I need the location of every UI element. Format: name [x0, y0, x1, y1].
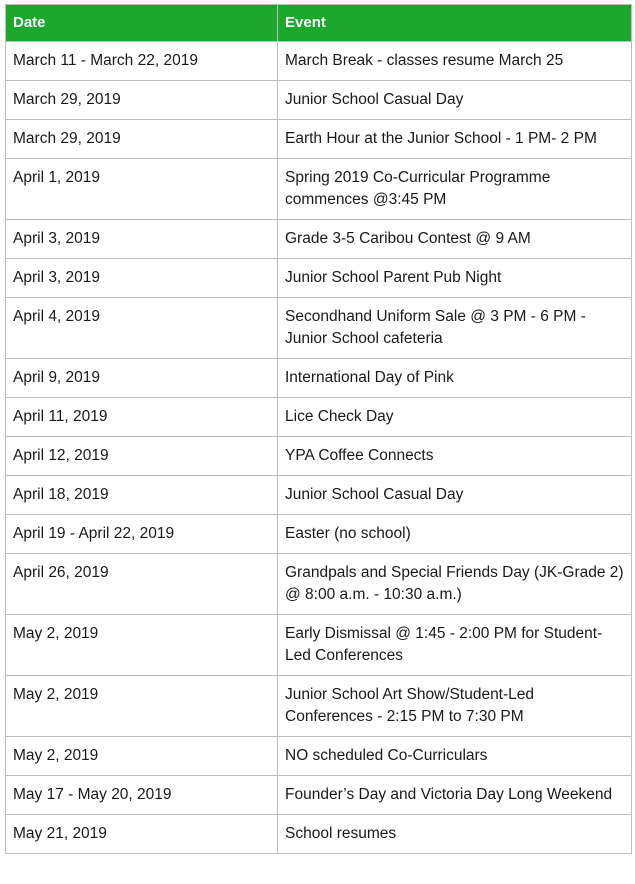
row-event: Lice Check Day — [278, 398, 632, 437]
row-event: Junior School Casual Day — [278, 476, 632, 515]
row-date: May 2, 2019 — [6, 737, 278, 776]
row-event: Grade 3-5 Caribou Contest @ 9 AM — [278, 220, 632, 259]
header-row — [6, 5, 632, 42]
table-row — [6, 815, 632, 854]
table-row — [6, 42, 632, 81]
row-date: April 4, 2019 — [6, 298, 278, 359]
table-row — [6, 437, 632, 476]
row-event: Easter (no school) — [278, 515, 632, 554]
table-row — [6, 259, 632, 298]
row-date: March 29, 2019 — [6, 120, 278, 159]
table-row — [6, 615, 632, 676]
row-event: Earth Hour at the Junior School - 1 PM- 2 PM — [278, 120, 632, 159]
row-date: March 29, 2019 — [6, 81, 278, 120]
header-event: Event — [278, 5, 632, 42]
row-date: April 1, 2019 — [6, 159, 278, 220]
row-date: April 3, 2019 — [6, 220, 278, 259]
row-event: Junior School Parent Pub Night — [278, 259, 632, 298]
table-row — [6, 81, 632, 120]
row-date: May 2, 2019 — [6, 615, 278, 676]
row-date: April 12, 2019 — [6, 437, 278, 476]
row-date: May 2, 2019 — [6, 676, 278, 737]
table-row — [6, 120, 632, 159]
row-date: April 19 - April 22, 2019 — [6, 515, 278, 554]
table-row — [6, 737, 632, 776]
table-row — [6, 159, 632, 220]
events-table — [5, 4, 632, 854]
row-date: April 3, 2019 — [6, 259, 278, 298]
row-date: April 9, 2019 — [6, 359, 278, 398]
table-row — [6, 554, 632, 615]
row-event: Spring 2019 Co-Curricular Programme commences @3:45 PM — [278, 159, 632, 220]
row-event: Founder’s Day and Victoria Day Long Weekend — [278, 776, 632, 815]
table-row — [6, 298, 632, 359]
table-row — [6, 515, 632, 554]
row-event: Junior School Art Show/Student-Led Conferences - 2:15 PM to 7:30 PM — [278, 676, 632, 737]
row-date: April 18, 2019 — [6, 476, 278, 515]
table-row — [6, 359, 632, 398]
row-date: May 17 - May 20, 2019 — [6, 776, 278, 815]
row-event: Secondhand Uniform Sale @ 3 PM - 6 PM -Junior School cafeteria — [278, 298, 632, 359]
header-date: Date — [6, 5, 278, 42]
table-row — [6, 398, 632, 437]
table-row — [6, 476, 632, 515]
row-date: May 21, 2019 — [6, 815, 278, 854]
row-date: March 11 - March 22, 2019 — [6, 42, 278, 81]
table-row — [6, 676, 632, 737]
row-date: April 26, 2019 — [6, 554, 278, 615]
row-event: March Break - classes resume March 25 — [278, 42, 632, 81]
row-event: Early Dismissal @ 1:45 - 2:00 PM for Student-Led Conferences — [278, 615, 632, 676]
table-row — [6, 776, 632, 815]
row-event: YPA Coffee Connects — [278, 437, 632, 476]
row-event: Grandpals and Special Friends Day (JK-Grade 2) @ 8:00 a.m. - 10:30 a.m.) — [278, 554, 632, 615]
row-event: NO scheduled Co-Curriculars — [278, 737, 632, 776]
row-event: School resumes — [278, 815, 632, 854]
row-event: Junior School Casual Day — [278, 81, 632, 120]
row-event: International Day of Pink — [278, 359, 632, 398]
table-row — [6, 220, 632, 259]
row-date: April 11, 2019 — [6, 398, 278, 437]
